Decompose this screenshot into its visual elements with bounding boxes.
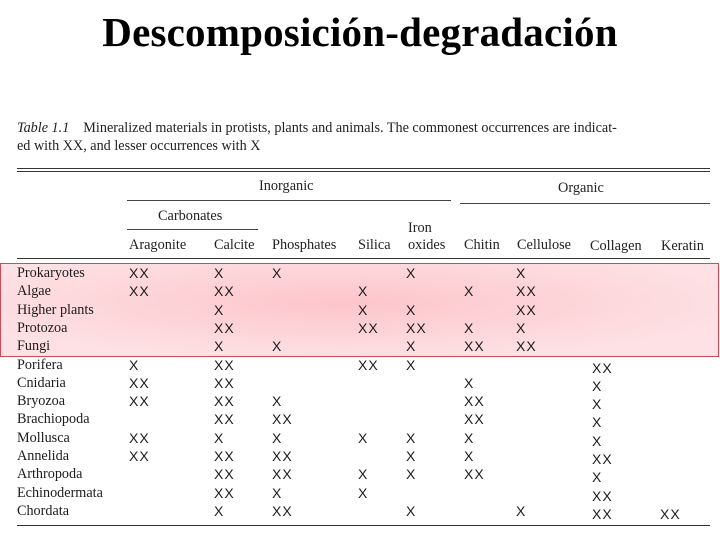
row-label: Porifera bbox=[17, 356, 63, 373]
row-label: Algae bbox=[17, 283, 51, 300]
row-label: Protozoa bbox=[17, 319, 68, 336]
cell-cellulose: X bbox=[516, 502, 527, 519]
cell-keratin: XX bbox=[660, 505, 681, 522]
table-caption bbox=[17, 119, 707, 155]
cell-phosphates: X bbox=[272, 338, 283, 355]
row-label: Arthropoda bbox=[17, 466, 83, 483]
cell-phosphates: X bbox=[272, 429, 283, 446]
cell-silica: X bbox=[358, 429, 369, 446]
column-header-calcite: Calcite bbox=[214, 237, 255, 253]
cell-silica: X bbox=[358, 301, 369, 318]
cell-calcite: X bbox=[214, 301, 225, 318]
cell-chitin: XX bbox=[464, 411, 485, 428]
cell-iron-oxides: X bbox=[406, 301, 417, 318]
row-label: Bryozoa bbox=[17, 393, 66, 410]
cell-cellulose: X bbox=[516, 265, 527, 281]
row-label: Higher plants bbox=[17, 301, 94, 318]
row-label: Annelida bbox=[17, 448, 70, 464]
cell-chitin: X bbox=[464, 429, 475, 446]
row-label: Brachiopoda bbox=[17, 411, 90, 428]
cell-collagen: X bbox=[592, 432, 603, 449]
table-number: Table 1.1 bbox=[17, 120, 70, 136]
cell-calcite: XX bbox=[214, 484, 235, 501]
cell-iron-oxides: X bbox=[406, 338, 417, 355]
cell-cellulose: XX bbox=[516, 301, 537, 318]
cell-iron-oxides: XX bbox=[406, 319, 427, 336]
cell-silica: X bbox=[358, 484, 369, 501]
cell-calcite: X bbox=[214, 265, 225, 281]
cell-chitin: XX bbox=[464, 338, 485, 355]
table-bottom-rule bbox=[17, 525, 710, 526]
cell-calcite: XX bbox=[214, 411, 235, 428]
cell-collagen: XX bbox=[592, 505, 613, 522]
cell-aragonite: XX bbox=[129, 429, 150, 446]
cell-silica: XX bbox=[358, 319, 379, 336]
cell-phosphates: XX bbox=[272, 502, 293, 519]
row-label: Mollusca bbox=[17, 429, 70, 446]
cell-cellulose: X bbox=[516, 319, 527, 336]
cell-aragonite: XX bbox=[129, 283, 150, 300]
column-header-collagen: Collagen bbox=[590, 238, 642, 254]
column-header-aragonite: Aragonite bbox=[129, 237, 187, 253]
cell-calcite: XX bbox=[214, 393, 235, 410]
cell-silica: XX bbox=[358, 356, 379, 373]
column-header-phosphates: Phosphates bbox=[272, 237, 337, 253]
column-header-cellulose: Cellulose bbox=[517, 237, 572, 253]
cell-calcite: X bbox=[214, 338, 225, 355]
table-top-rule-2 bbox=[17, 171, 710, 172]
cell-iron-oxides: X bbox=[406, 265, 417, 281]
cell-calcite: X bbox=[214, 502, 225, 519]
column-header-iron-oxides: Iron oxides bbox=[408, 220, 446, 253]
caption-line-2: ed with XX, and lesser occurrences with X bbox=[17, 138, 261, 154]
group-header-inorganic: Inorganic bbox=[259, 178, 314, 194]
organic-rule bbox=[460, 203, 710, 204]
cell-calcite: XX bbox=[214, 448, 235, 464]
cell-chitin: X bbox=[464, 448, 475, 464]
cell-iron-oxides: X bbox=[406, 466, 417, 483]
cell-phosphates: XX bbox=[272, 411, 293, 428]
cell-iron-oxides: X bbox=[406, 429, 417, 446]
cell-silica: X bbox=[358, 283, 369, 300]
cell-collagen: XX bbox=[592, 451, 613, 467]
slide-title: Descomposición-degradación bbox=[102, 9, 618, 55]
cell-aragonite: XX bbox=[129, 393, 150, 410]
cell-silica: X bbox=[358, 466, 369, 483]
cell-aragonite: XX bbox=[129, 448, 150, 464]
subgroup-header-carbonates: Carbonates bbox=[158, 208, 223, 224]
cell-chitin: XX bbox=[464, 466, 485, 483]
cell-calcite: XX bbox=[214, 319, 235, 336]
cell-chitin: XX bbox=[464, 393, 485, 410]
cell-calcite: X bbox=[214, 429, 225, 446]
cell-chitin: X bbox=[464, 283, 475, 300]
cell-chitin: X bbox=[464, 374, 475, 391]
row-label: Cnidaria bbox=[17, 374, 66, 391]
column-header-keratin: Keratin bbox=[661, 238, 704, 254]
row-label: Echinodermata bbox=[17, 484, 103, 501]
cell-phosphates: XX bbox=[272, 448, 293, 464]
cell-iron-oxides: X bbox=[406, 448, 417, 464]
header-bottom-rule bbox=[17, 258, 710, 259]
column-header-silica: Silica bbox=[358, 237, 391, 253]
cell-collagen: X bbox=[592, 396, 603, 413]
row-label: Fungi bbox=[17, 338, 51, 355]
cell-collagen: X bbox=[592, 469, 603, 486]
cell-iron-oxides: X bbox=[406, 502, 417, 519]
cell-chitin: X bbox=[464, 319, 475, 336]
cell-calcite: XX bbox=[214, 356, 235, 373]
cell-collagen: XX bbox=[592, 487, 613, 504]
cell-cellulose: XX bbox=[516, 338, 537, 355]
cell-phosphates: X bbox=[272, 484, 283, 501]
cell-cellulose: XX bbox=[516, 283, 537, 300]
cell-calcite: XX bbox=[214, 374, 235, 391]
cell-calcite: XX bbox=[214, 466, 235, 483]
cell-collagen: X bbox=[592, 377, 603, 394]
cell-aragonite: X bbox=[129, 356, 140, 373]
inorganic-rule bbox=[127, 200, 451, 201]
column-header-chitin: Chitin bbox=[464, 237, 500, 253]
cell-iron-oxides: X bbox=[406, 356, 417, 373]
row-label: Chordata bbox=[17, 502, 70, 519]
group-header-organic: Organic bbox=[558, 180, 604, 196]
cell-phosphates: X bbox=[272, 265, 283, 281]
row-label: Prokaryotes bbox=[17, 265, 85, 281]
cell-aragonite: XX bbox=[129, 374, 150, 391]
cell-phosphates: X bbox=[272, 393, 283, 410]
cell-phosphates: XX bbox=[272, 466, 293, 483]
cell-collagen: X bbox=[592, 414, 603, 431]
cell-calcite: XX bbox=[214, 283, 235, 300]
table-top-rule bbox=[17, 168, 710, 169]
cell-collagen: XX bbox=[592, 359, 613, 376]
caption-line-1: Mineralized materials in protists, plants and animals. The commonest occurrences are indicat- bbox=[83, 120, 617, 136]
carbonates-rule bbox=[127, 229, 258, 230]
cell-aragonite: XX bbox=[129, 265, 150, 281]
